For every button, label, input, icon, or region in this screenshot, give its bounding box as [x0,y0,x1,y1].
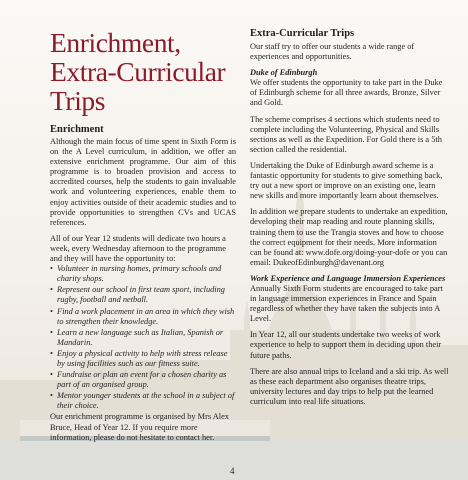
list-item: • Represent our school in first team sport, including rugby, football and netball. [50,285,225,305]
list-item: • Learn a new language such as Italian, Spanish or Mandarin. [50,327,224,347]
dofe-subheading: Duke of Edinburgh [250,68,318,78]
right-column [250,28,450,413]
language-paragraph-1: Annually Sixth Form students are encouraged to take part in language immersion experiences in France and Spain regardless of whether they have taken the subjects into A Level. [250,283,443,324]
dofe-paragraph-1: We offer students the opportunity to take part in the Duke of Edinburgh scheme for all three awards, Bronze, Silver and Gold. [250,78,443,108]
dofe-paragraph-3: Undertaking the Duke of Edinburgh award scheme is a fantastic opportunity for students to give something back, try out a new sport or improve on an existing one, learn new skills and more importantly learn about themselves. [250,160,443,201]
page-number: 4 [230,466,235,476]
list-item: • Volunteer in nursing homes, primary schools and charity shops. [50,264,222,284]
bullet-icon: • [50,264,53,274]
list-item: • Enjoy a physical activity to help with stress release by using facilities such as our fitness suite. [50,348,228,368]
enrichment-opportunities-list [50,264,236,411]
list-item: • Find a work placement in an area in which they wish to strengthen their knowledge. [50,306,235,326]
bullet-icon: • [50,285,53,295]
bullet-icon: • [50,306,53,316]
trips-intro-paragraph: Our staff try to offer our students a wide range of experiences and opportunities. [250,42,415,62]
bullet-icon: • [50,348,53,358]
enrichment-heading: Enrichment [50,124,104,135]
bullet-icon: • [50,391,53,401]
enrichment-contact-paragraph: Our enrichment programme is organised by Mrs Alex Bruce, Head of Year 12. If you require more information, please do not hesitate to contact her. [50,412,229,442]
bullet-icon: • [50,327,53,337]
trips-heading: Extra-Curricular Trips [250,28,355,39]
language-paragraph-2: In Year 12, all our students undertake two weeks of work experience to help to support them in deciding upon their future paths. [250,330,442,360]
list-item: • Mentor younger students at the school in a subject of their choice. [50,391,235,411]
enrichment-intro-paragraph: Although the main focus of time spent in Sixth Form is on the A Level curriculum, in addition, we offer an extensive enrichment programme. Our aim of this programme is to broaden provision and access to accredited courses, help the students to gain invaluable work and volunteering experiences, enable them to enjoy activities outside of their academic studies and to provide opportunities to strengthen CVs and UCAS references. [50,137,236,227]
language-paragraph-3: There are also annual trips to Iceland and a ski trip. As well as these each department also organises theatre trips, university lectures and day trips to help put the learned curriculum into real life situations. [250,366,449,406]
bullet-icon: • [50,370,53,380]
enrichment-schedule-paragraph: All of our Year 12 students will dedicate two hours a week, every Wednesday afternoon to the programme and they will have the opportunity to: [50,233,226,264]
page-title: Enrichment, Extra-Curricular Trips [50,27,226,116]
list-item: • Fundraise or plan an event for a chosen charity as part of an organised group. [50,370,227,390]
language-immersion-subheading: Work Experience and Language Immersion Experiences [250,273,446,283]
dofe-paragraph-4: In addition we prepare students to undertake an expedition, developing their map reading and route planning skills, training them to use the Trangia stoves and how to choose the correct equipment for their needs. More information can be found at: www.dofe.org/doing-your-dofe or you can email: DukeofEdinburgh@davenant.org [250,207,448,267]
dofe-paragraph-2: The scheme comprises 4 sections which students need to complete including the Volunteering, Physical and Skills sections as well as the Expedition. For Gold there is a 5th section called the residential. [250,114,442,154]
left-column [50,28,236,449]
